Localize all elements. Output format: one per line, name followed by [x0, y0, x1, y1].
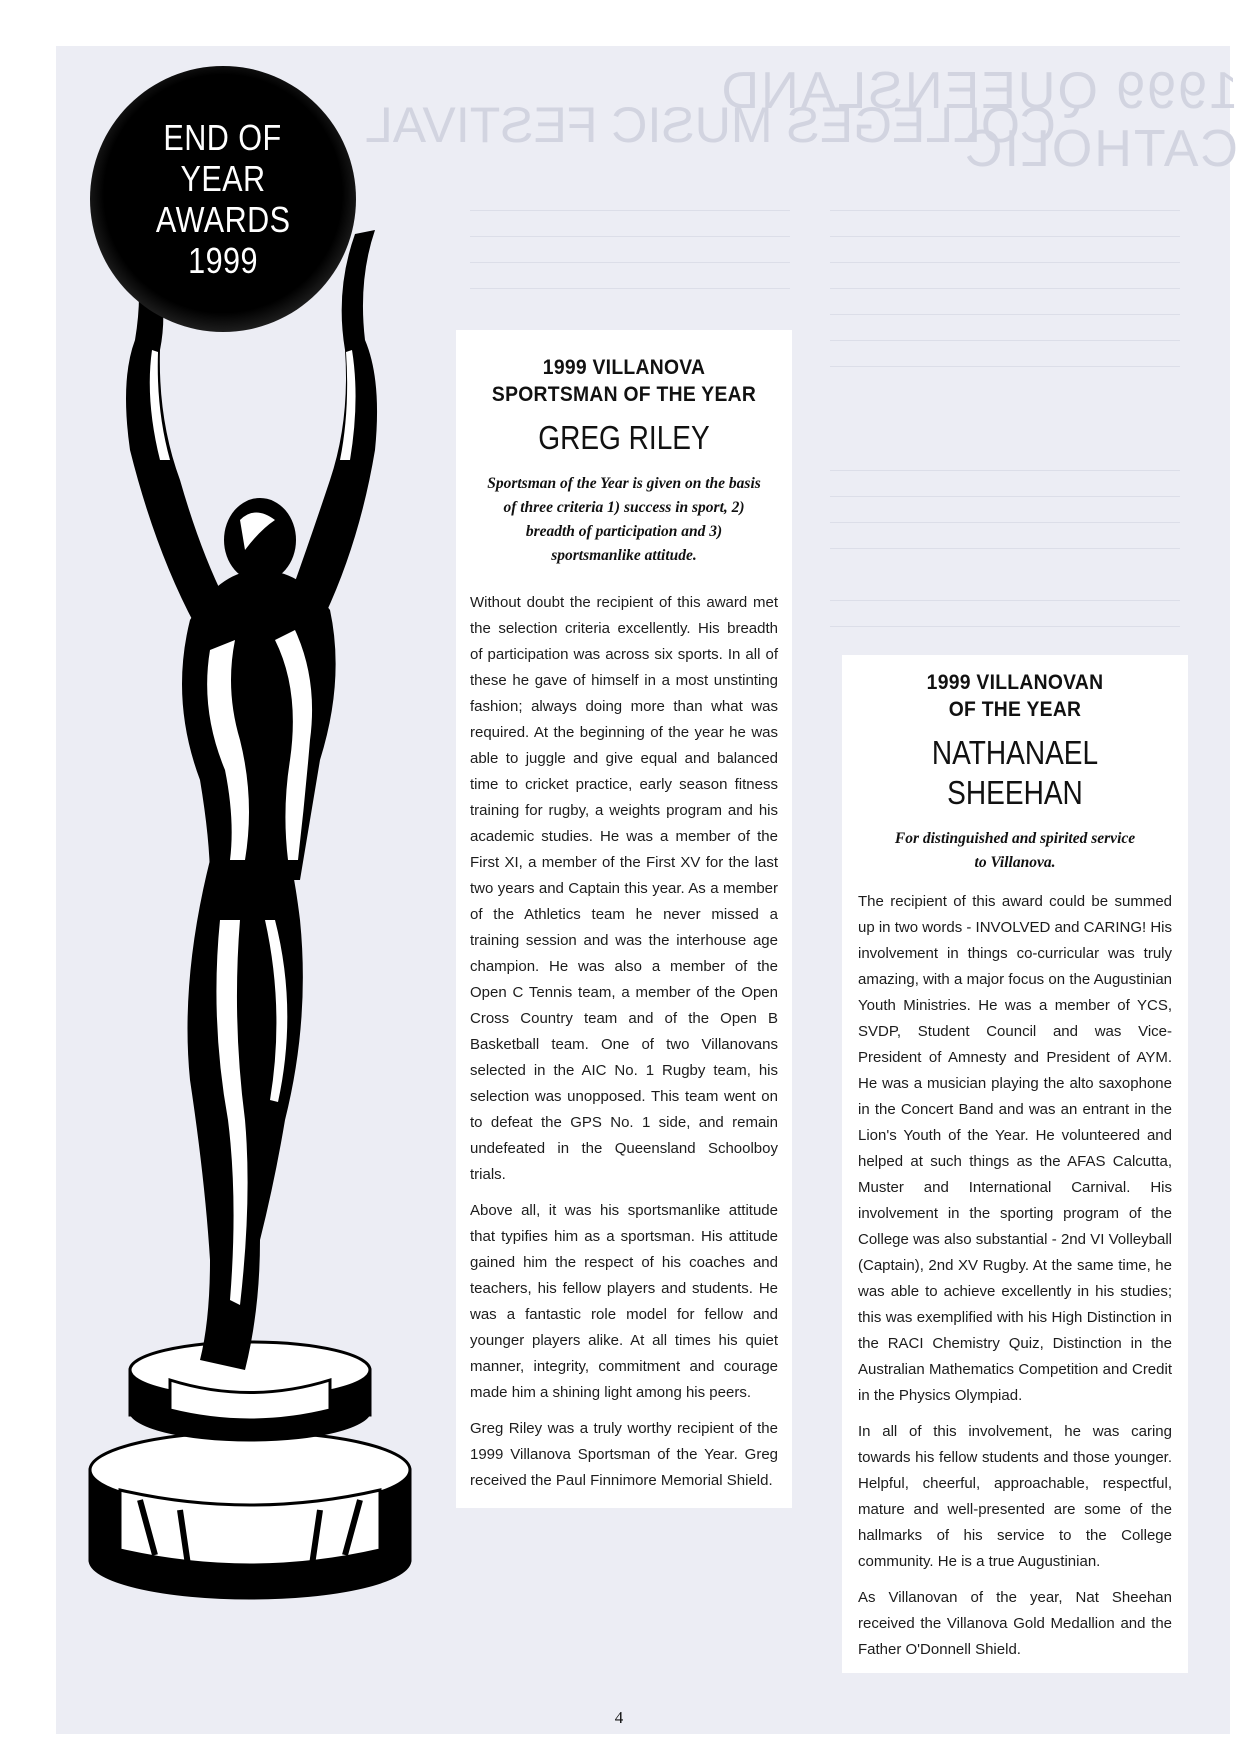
- sportsman-title-line-1: 1999 VILLANOVA: [542, 356, 706, 379]
- sportsman-body: [470, 590, 778, 1494]
- show-through-heading-2: COLLEGES MUSIC FESTIVAL: [365, 97, 1056, 153]
- villanovan-title-line-1: 1999 VILLANOVAN: [926, 671, 1104, 694]
- show-through-heading: 1999 QUEENSLAND CATHOLIC: [719, 62, 1238, 178]
- award-statue-illustration: [60, 220, 440, 1640]
- statue-legs: [188, 860, 303, 1370]
- badge-line-3: AWARDS: [155, 199, 291, 240]
- end-of-year-badge: [90, 66, 356, 332]
- villanovan-paragraph-3: As Villanovan of the year, Nat Sheehan received the Villanova Gold Medallion and the Father O'Donnell Shield.: [858, 1589, 1172, 1658]
- villanovan-body: [858, 889, 1172, 1663]
- sportsman-paragraph-3: Greg Riley was a truly worthy recipient of the 1999 Villanova Sportsman of the Year. Greg received the Paul Finnimore Memorial Shield.: [470, 1420, 778, 1489]
- badge-line-2: YEAR: [180, 158, 266, 199]
- sportsman-title-line-2: SPORTSMAN OF THE YEAR: [491, 383, 757, 406]
- villanovan-title-line-2: OF THE YEAR: [948, 698, 1082, 721]
- sportsman-award-panel: [456, 330, 792, 1508]
- badge-line-4: 1999: [188, 240, 258, 281]
- page-number: 4: [614, 1708, 624, 1727]
- villanovan-criteria: For distinguished and spirited service to Villanova.: [894, 830, 1136, 871]
- villanovan-award-title: [871, 669, 1160, 723]
- sportsman-paragraph-2: Above all, it was his sportsmanlike attitude that typifies him as a sportsman. His attitude gained him the respect of his coaches and teachers, his fellow players and students. He was a fantastic role model for fellow and younger players alike. At all times his quiet manner, integrity, commitment and courage made him a shining light among his peers.: [470, 1202, 778, 1401]
- sportsman-criteria: Sportsman of the Year is given on the basis of three criteria 1) success in sport, 2) breadth of participation and 3) sportsmanlike attitude.: [487, 475, 761, 564]
- villanovan-award-panel: [842, 655, 1188, 1673]
- sportsman-recipient-name: GREG RILEY: [538, 419, 710, 456]
- villanovan-recipient-name: NATHANAEL SHEEHAN: [931, 734, 1099, 811]
- villanovan-paragraph-1: The recipient of this award could be summed up in two words - INVOLVED and CARING! His involvement in things co-curricular was truly amazing, with a major focus on the Augustinian Youth Ministries. He was a member of YCS, SVDP, Student Council and was Vice-President of Amnesty and President of AYM. He was a musician playing the alto saxophone in the Concert Band and was an entrant in the Lion's Youth of the Year. He volunteered and helped at such things as the AFAS Calcutta, Muster and International Carnival. His involvement in the sporting program of the College was also substantial - 2nd VI Volleyball (Captain), 2nd XV Rugby. At the same time, he was able to achieve excellently in his studies; this was exemplified with his High Distinction in the RACI Chemistry Quiz, Distinction in the Australian Mathematics Competition and Credit in the Physics Olympiad.: [858, 893, 1172, 1404]
- villanovan-paragraph-2: In all of this involvement, he was caring towards his fellow students and those younger. Helpful, cheerful, approachable, respectful, mature and well-presented are some of the hallmarks of his service to the College community. He is a true Augustinian.: [858, 1423, 1172, 1570]
- pedestal: [90, 1342, 410, 1598]
- badge-line-1: END OF: [163, 117, 283, 158]
- statue-head: [224, 498, 296, 582]
- sportsman-paragraph-1: Without doubt the recipient of this award met the selection criteria excellently. His breadth of participation was across six sports. In all of these he gave of himself in a most unstinting fashion; always doing more than what was required. At the beginning of the year he was able to juggle and give equal and balanced time to cricket practice, early season fitness training for rugby, a weights program and his academic studies. He was a member of the First XI, a member of the First XV for the last two years and Captain this year. As a member of the Athletics team he never missed a training session and was the interhouse age champion. He was also a member of the Open C Tennis team, a member of the Open Cross Country team and of the Open B Basketball team. One of two Villanovans selected in the AIC No. 1 Rugby team, his selection was unopposed. This team went on to defeat the GPS No. 1 side, and remain undefeated in the Queensland Schoolboy trials.: [470, 594, 778, 1183]
- sportsman-award-title: [482, 354, 765, 408]
